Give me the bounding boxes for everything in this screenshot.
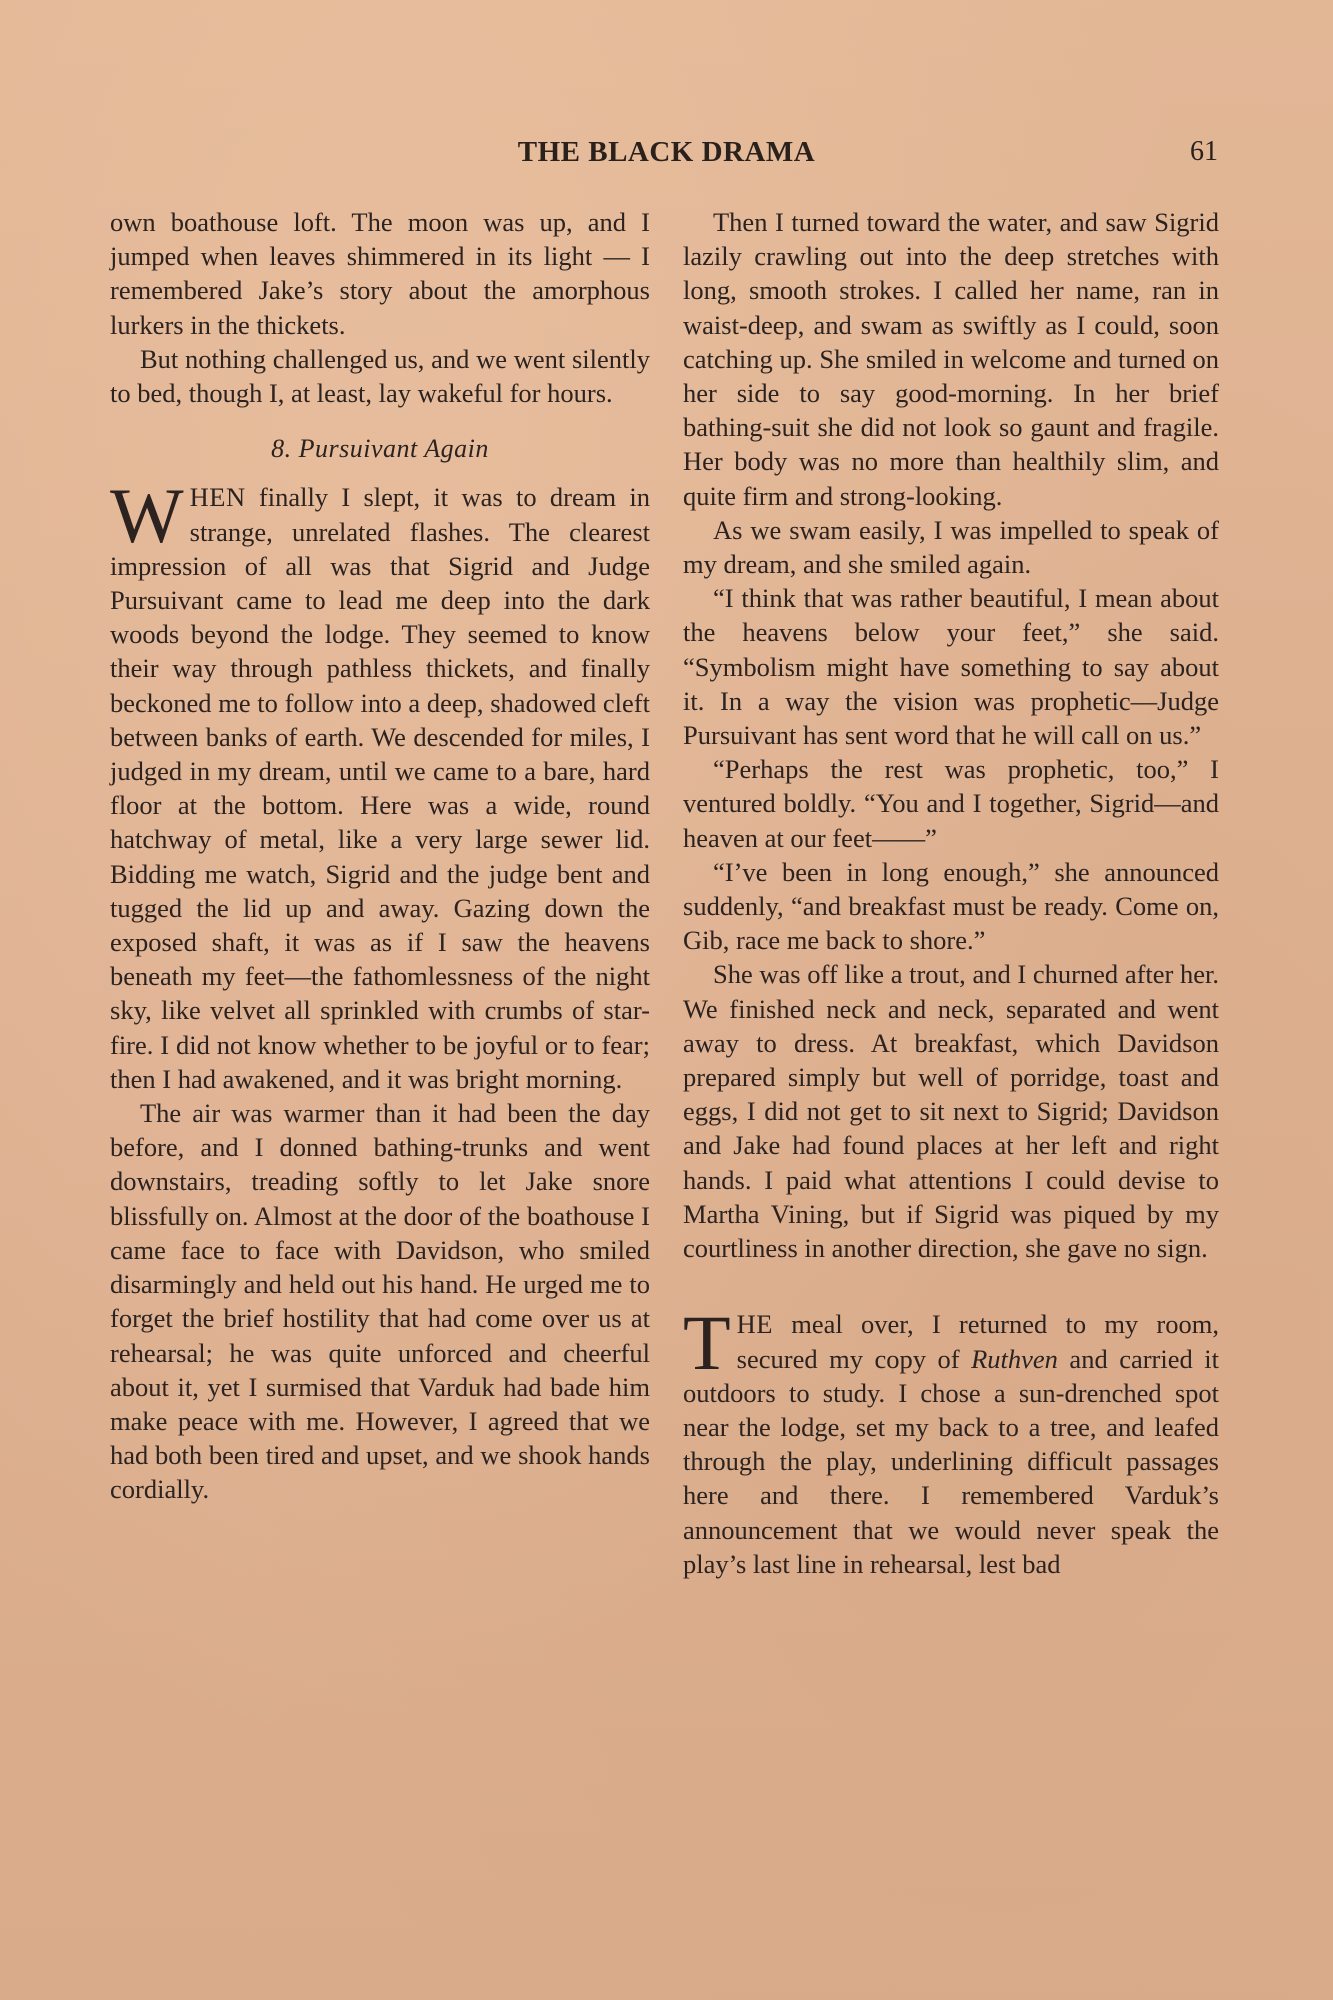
paragraph: But nothing challenged us, and we went silently to bed, though I, at least, lay wakeful for hours. — [110, 343, 650, 409]
section-heading: 8. Pursuivant Again — [271, 434, 489, 464]
page-number: 61 — [1190, 136, 1218, 167]
running-title: THE BLACK DRAMA — [517, 136, 816, 168]
paragraph: “I think that was rather beautiful, I mean about the heavens below your feet,” she said. “Symbolism might have something to say about it. In a way the vision was prophetic—Judge Pursuivant has sent word that he will call on us.” — [683, 583, 1219, 751]
smallcaps-lead: HE — [736, 1309, 773, 1340]
paragraph — [683, 1299, 1219, 1581]
left-column — [110, 205, 650, 1507]
right-column — [683, 205, 1219, 1581]
smallcaps-lead: HEN — [189, 482, 246, 513]
running-head — [0, 136, 1333, 176]
paragraph: As we swam easily, I was impelled to speak of my dream, and she smiled again. — [683, 514, 1219, 580]
paragraph — [110, 472, 650, 1096]
paragraph: “I’ve been in long enough,” she announced suddenly, “and breakfast must be ready. Come on, Gib, race me back to shore.” — [683, 856, 1219, 956]
paragraph-text: finally I slept, it was to dream in strange, unrelated flashes. The clearest impression of all was that Sigrid and Judge Pursuivant came to lead me deep into the dark woods beyond the lodge. They seemed to know their way through pathless thickets, and finally beckoned me to follow into a deep, shadowed cleft between banks of earth. We descended for miles, I judged in my dream, until we came to a bare, hard floor at the bottom. Here was a wide, round hatchway of metal, like a very large sewer lid. Bidding me watch, Sigrid and the judge bent and tugged the lid up and away. Gazing down the exposed shaft, it was as if I saw the heavens beneath my feet—the fathomlessness of the night sky, like velvet all sprinkled with crumbs of star-fire. I did not know whether to be joyful or to fear; then I had awakened, and it was bright morning. — [110, 482, 650, 1094]
paragraph: The air was warmer than it had been the day before, and I donned bathing-trunks and went downstairs, treading softly to let Jake snore blissfully on. Almost at the door of the boathouse I came face to face with Davidson, who smiled disarmingly and held out his hand. He urged me to forget the brief hostility that had come over us at rehearsal; he was quite unforced and cheerful about it, yet I surmised that Varduk had bade him make peace with me. However, I agreed that we had both been tired and upset, and we shook hands cordially. — [110, 1098, 650, 1505]
drop-cap: T — [683, 1299, 731, 1387]
paragraph-text: and carried it outdoors to study. I chose a sun-drenched spot near the lodge, set my back to a tree, and leafed through the play, underlining difficult passages here and there. I remembered Varduk’s announcement that we would never speak the play’s last line in rehearsal, lest bad — [683, 1343, 1219, 1579]
paragraph: Then I turned toward the water, and saw Sigrid lazily crawling out into the deep stretches with long, smooth strokes. I called her name, ran in waist-deep, and swam as swiftly as I could, soon catching up. She smiled in welcome and turned on her side to say good-morning. In her brief bathing-suit she did not look so gaunt and fragile. Her body was no more than healthily slim, and quite firm and strong-looking. — [683, 207, 1219, 511]
paragraph: She was off like a trout, and I churned after her. We finished neck and neck, separated and went away to dress. At breakfast, which Davidson prepared simply but well of porridge, toast and eggs, I did not get to sit next to Sigrid; Davidson and Jake had found places at her left and right hands. I paid what attentions I could devise to Martha Vining, but if Sigrid was piqued by my courtliness in another direction, she gave no sign. — [683, 959, 1219, 1264]
paragraph: own boathouse loft. The moon was up, and I jumped when leaves shimmered in its light — I remembered Jake’s story about the amorphous lurkers in the thickets. — [110, 207, 650, 340]
drop-cap: W — [110, 472, 184, 560]
paragraph-text: meal over, I returned to my room, secured my copy of — [736, 1309, 1219, 1374]
paragraph: “Perhaps the rest was prophetic, too,” I ventured boldly. “You and I together, Sigrid—and heaven at our feet——” — [683, 754, 1219, 853]
book-title-italic: Ruthven — [971, 1343, 1058, 1374]
